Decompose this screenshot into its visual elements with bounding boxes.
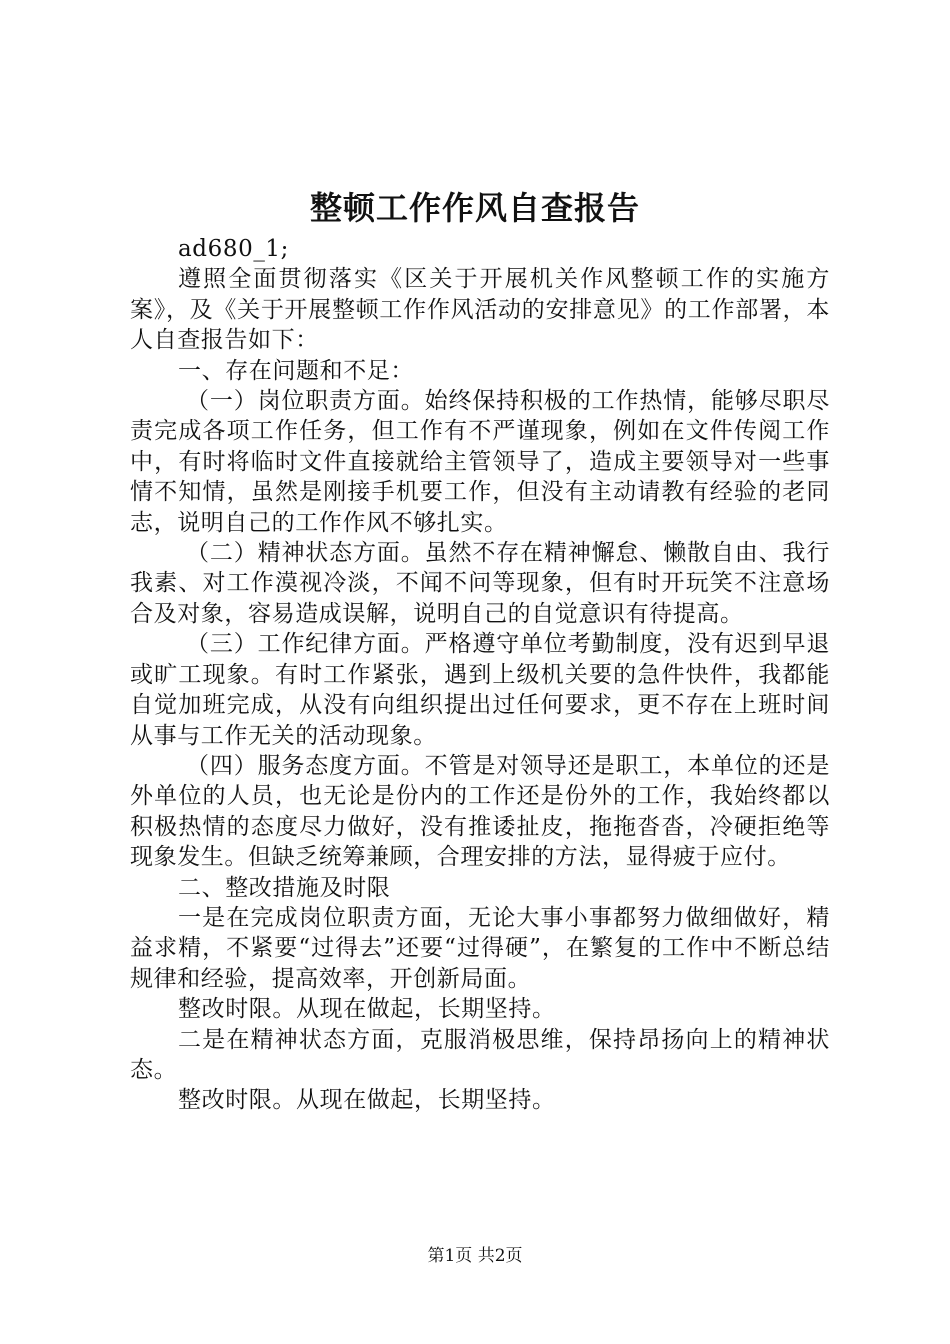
paragraph-reference-code: ad680_1; [178, 236, 290, 262]
paragraph-deadline-one: 整改时限。从现在做起，长期坚持。 [178, 996, 556, 1023]
paragraph-job-duties: （一）岗位职责方面。始终保持积极的工作热情，能够尽职尽责完成各项工作任务，但工作有不严谨现象，例如在文件传阅工作中，有时将临时文件直接就给主管领导了，造成主要领导对一些事情不知情，虽然是刚接手机要工作，但没有主动请教有经验的老同志，说明自己的工作作风不够扎实。 [130, 388, 830, 536]
document-body [130, 234, 830, 1116]
section-heading-problems: 一、存在问题和不足： [178, 357, 414, 384]
paragraph-deadline-two: 整改时限。从现在做起，长期坚持。 [178, 1087, 556, 1114]
paragraph-work-discipline: （三）工作纪律方面。严格遵守单位考勤制度，没有迟到早退或旷工现象。有时工作紧张，遇到上级机关要的急件快件，我都能自觉加班完成，从没有向组织提出过任何要求，更不存在上班时间从事与工作无关的活动现象。 [130, 631, 830, 749]
page-title: 整顿工作作风自查报告 [309, 189, 640, 227]
paragraph-measure-one: 一是在完成岗位职责方面，无论大事小事都努力做细做好，精益求精，不紧要“过得去”还要“过得硬”，在繁复的工作中不断总结规律和经验，提高效率，开创新局面。 [130, 904, 830, 992]
section-heading-measures: 二、整改措施及时限 [178, 874, 391, 901]
paragraph-intro: 遵照全面贯彻落实《区关于开展机关作风整顿工作的实施方案》，及《关于开展整顿工作作风活动的安排意见》的工作部署，本人自查报告如下： [130, 266, 830, 354]
paragraph-mental-state: （二）精神状态方面。虽然不存在精神懈怠、懒散自由、我行我素、对工作漠视冷淡，不闻不问等现象，但有时开玩笑不注意场合及对象，容易造成误解，说明自己的自觉意识有待提高。 [130, 540, 830, 627]
paragraph-service-attitude: （四）服务态度方面。不管是对领导还是职工，本单位的还是外单位的人员，也无论是份内的工作还是份外的工作，我始终都以积极热情的态度尽力做好，没有推诿扯皮，拖拖沓沓，冷硬拒绝等现象发生。但缺乏统筹兼顾，合理安排的方法，显得疲于应付。 [130, 752, 830, 871]
page-footer: 第1页 共2页 [427, 1246, 523, 1266]
paragraph-measure-two: 二是在精神状态方面，克服消极思维，保持昂扬向上的精神状态。 [130, 1026, 830, 1083]
